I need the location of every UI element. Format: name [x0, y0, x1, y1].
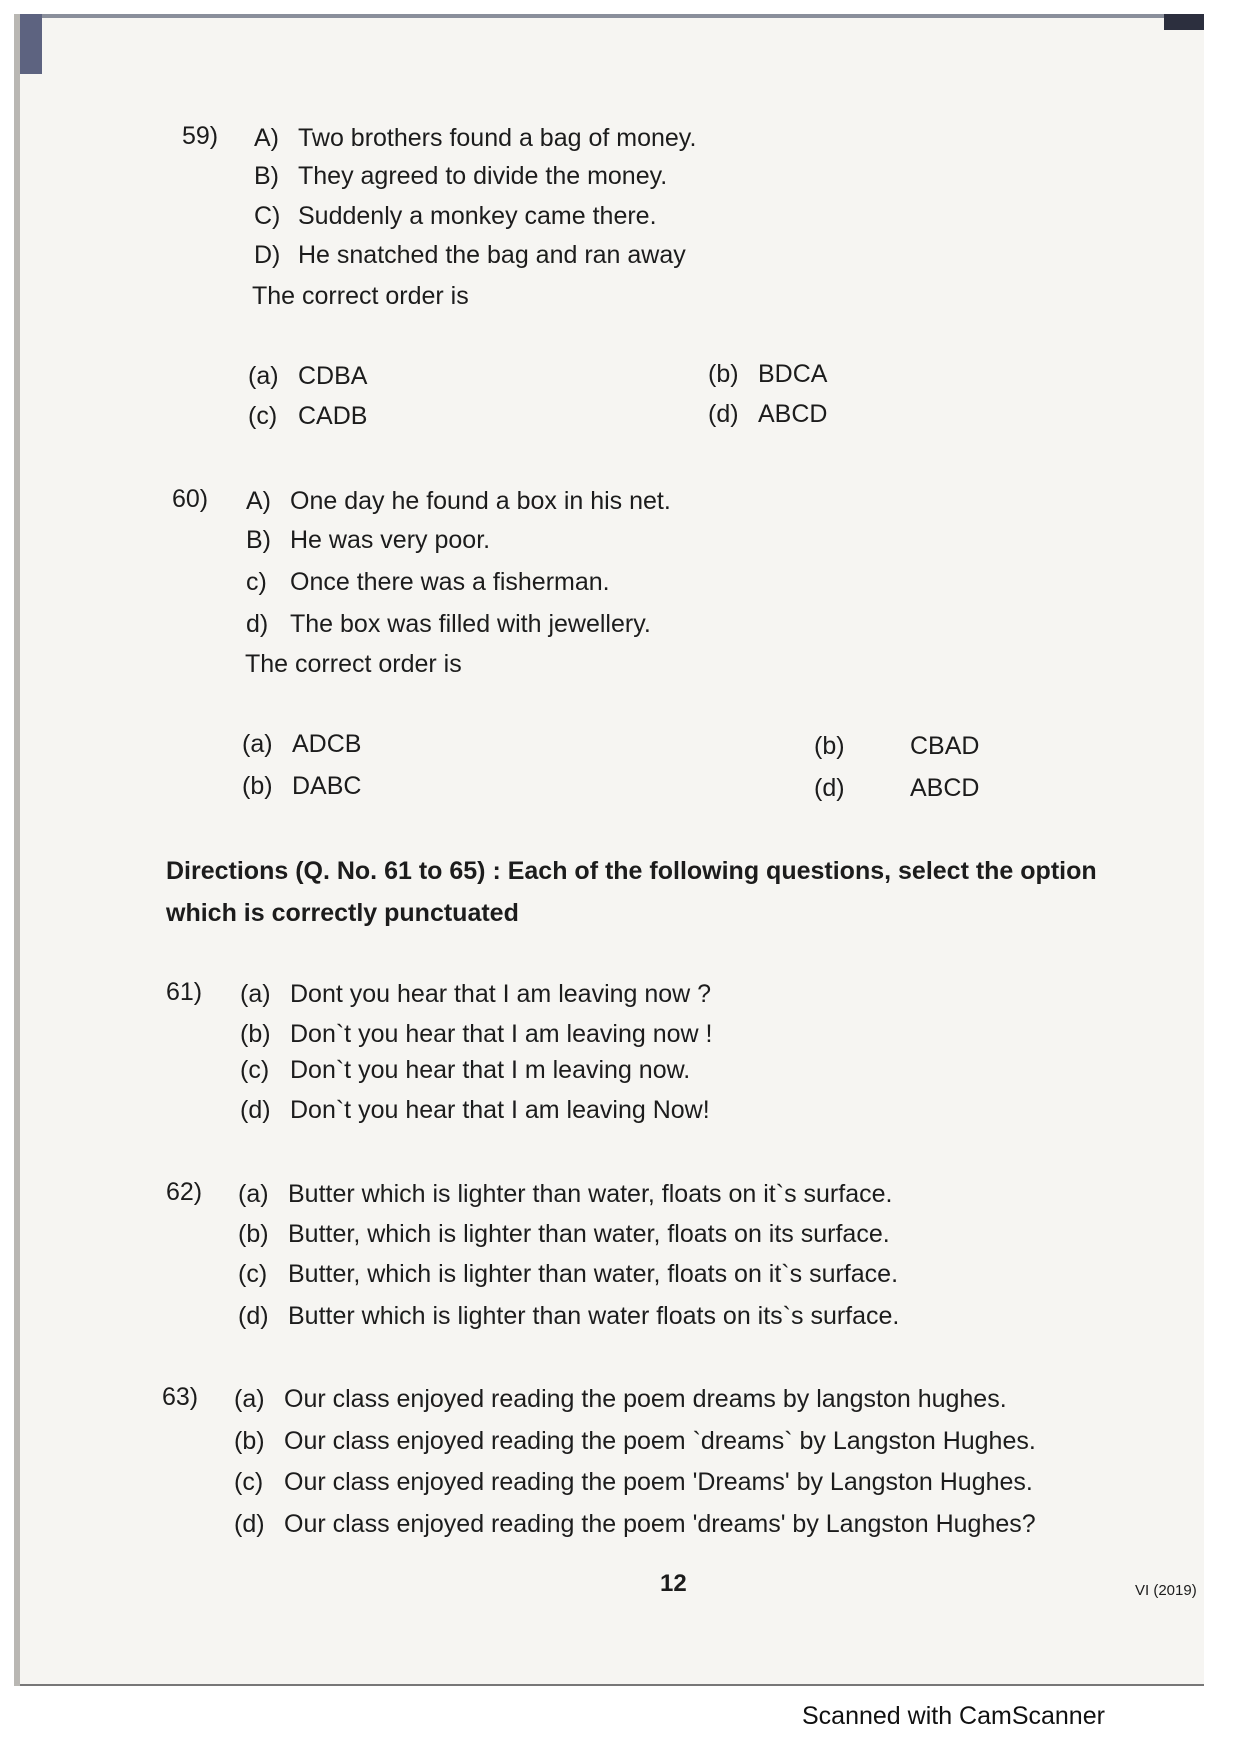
statement-text: They agreed to divide the money.: [298, 162, 668, 190]
option-text: CDBA: [298, 362, 368, 390]
statement-label: d): [246, 610, 269, 638]
option-a[interactable]: [240, 980, 711, 1009]
statement-b: [246, 526, 490, 555]
page-top-edge: [20, 14, 1204, 18]
statement-label: A): [246, 487, 271, 515]
option-d[interactable]: [708, 400, 827, 429]
option-d[interactable]: [814, 774, 979, 803]
question-number: 61): [166, 978, 203, 1006]
statement-label: A): [254, 124, 279, 152]
statement-text: He was very poor.: [290, 526, 491, 554]
statement-label: B): [246, 526, 271, 554]
option-label: (a): [242, 730, 273, 758]
option-c[interactable]: [240, 1056, 690, 1085]
scanner-watermark: Scanned with CamScanner: [802, 1702, 1105, 1730]
option-label: (b): [814, 732, 845, 760]
option-label: (d): [814, 774, 845, 802]
question-number: 60): [172, 485, 209, 513]
option-b[interactable]: [708, 360, 827, 389]
statement-c: [254, 202, 657, 231]
option-a[interactable]: [234, 1385, 1007, 1414]
option-label: (b): [240, 1020, 271, 1048]
option-label: (c): [234, 1468, 264, 1496]
statement-label: B): [254, 162, 279, 190]
option-label: (b): [242, 772, 273, 800]
option-c[interactable]: [238, 1260, 898, 1289]
statement-text: Suddenly a monkey came there.: [298, 202, 657, 230]
option-text: Our class enjoyed reading the poem dreams by langston hughes.: [284, 1385, 1007, 1413]
option-text: Don`t you hear that I am leaving Now!: [290, 1096, 710, 1124]
question-prompt: The correct order is: [252, 282, 469, 310]
option-b[interactable]: [240, 1020, 712, 1049]
statement-text: One day he found a box in his net.: [290, 487, 671, 515]
statement-text: Once there was a fisherman.: [290, 568, 610, 596]
option-label: (c): [238, 1260, 268, 1288]
paper-code: VI (2019): [1135, 1582, 1197, 1599]
question-prompt: The correct order is: [245, 650, 462, 678]
option-text: ADCB: [292, 730, 362, 758]
option-text: Butter which is lighter than water, floats on it`s surface.: [288, 1180, 893, 1208]
statement-d: [254, 241, 686, 270]
option-label: (a): [248, 362, 279, 390]
option-label: (d): [234, 1510, 265, 1538]
option-label: (c): [248, 402, 278, 430]
option-text: ABCD: [758, 400, 828, 428]
option-text: Our class enjoyed reading the poem 'dreams' by Langston Hughes?: [284, 1510, 1036, 1538]
option-label: (d): [708, 400, 739, 428]
statement-text: The box was filled with jewellery.: [290, 610, 651, 638]
statement-b: [254, 162, 667, 191]
option-c[interactable]: [242, 772, 361, 801]
option-label: (a): [238, 1180, 269, 1208]
statement-c: [246, 568, 610, 597]
option-label: (c): [240, 1056, 270, 1084]
option-text: CBAD: [910, 732, 980, 760]
option-text: Don`t you hear that I m leaving now.: [290, 1056, 691, 1084]
option-b[interactable]: [238, 1220, 890, 1249]
option-text: DABC: [292, 772, 362, 800]
option-text: Don`t you hear that I am leaving now !: [290, 1020, 713, 1048]
question-number: 59): [182, 122, 219, 150]
option-text: Our class enjoyed reading the poem `dreams` by Langston Hughes.: [284, 1427, 1036, 1455]
option-text: BDCA: [758, 360, 828, 388]
option-text: CADB: [298, 402, 368, 430]
question-number: 63): [162, 1383, 199, 1411]
option-a[interactable]: [238, 1180, 892, 1209]
question-number: 62): [166, 1178, 203, 1206]
statement-a: [254, 124, 696, 153]
option-d[interactable]: [238, 1302, 899, 1331]
statement-text: Two brothers found a bag of money.: [298, 124, 697, 152]
page-corner: [1164, 14, 1204, 30]
statement-text: He snatched the bag and ran away: [298, 241, 686, 269]
option-label: (b): [234, 1427, 265, 1455]
option-label: (a): [240, 980, 271, 1008]
option-a[interactable]: [248, 362, 367, 391]
option-b[interactable]: [234, 1427, 1036, 1456]
option-b[interactable]: [814, 732, 979, 761]
binding-corner: [20, 14, 42, 74]
option-d[interactable]: [234, 1510, 1036, 1539]
statement-label: C): [254, 202, 281, 230]
directions-line-2: which is correctly punctuated: [166, 899, 519, 927]
statement-d: [246, 610, 651, 639]
option-text: Butter, which is lighter than water, floats on it`s surface.: [288, 1260, 899, 1288]
page-number: 12: [660, 1570, 687, 1597]
option-label: (a): [234, 1385, 265, 1413]
option-text: Our class enjoyed reading the poem 'Dreams' by Langston Hughes.: [284, 1468, 1033, 1496]
page-bottom-edge: [20, 1684, 1204, 1686]
directions: [166, 850, 1186, 934]
option-d[interactable]: [240, 1096, 710, 1125]
option-label: (d): [240, 1096, 271, 1124]
option-text: ABCD: [910, 774, 980, 802]
option-c[interactable]: [234, 1468, 1033, 1497]
option-text: Butter, which is lighter than water, floats on its surface.: [288, 1220, 890, 1248]
option-a[interactable]: [242, 730, 361, 759]
directions-line-1: Directions (Q. No. 61 to 65) : Each of the following questions, select the option: [166, 857, 1097, 885]
statement-label: D): [254, 241, 281, 269]
option-label: (b): [708, 360, 739, 388]
statement-a: [246, 487, 671, 516]
option-label: (b): [238, 1220, 269, 1248]
option-c[interactable]: [248, 402, 367, 431]
option-text: Butter which is lighter than water floats on its`s surface.: [288, 1302, 900, 1330]
option-text: Dont you hear that I am leaving now ?: [290, 980, 712, 1008]
statement-label: c): [246, 568, 267, 596]
option-label: (d): [238, 1302, 269, 1330]
